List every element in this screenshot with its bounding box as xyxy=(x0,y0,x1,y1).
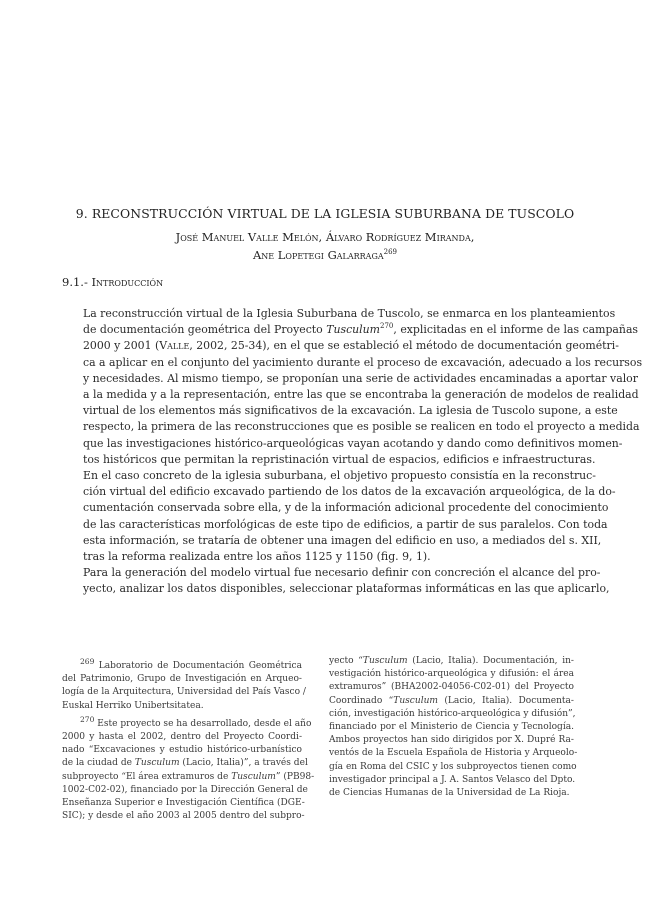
text-span: vestigación histórico-arqueológica y difusión: el área xyxy=(329,669,574,680)
author-line-2 xyxy=(60,246,590,264)
text-span: tos históricos que permitan la repristinación virtual de espacios, edificios e infraestructuras. xyxy=(83,452,596,466)
author-block xyxy=(60,228,590,264)
text-span: ción, investigación histórico-arqueológica y difusión”, xyxy=(329,708,576,719)
text-span: de las características morfológicas de este tipo de edificios, a partir de sus paralelos. Con toda xyxy=(83,517,608,531)
text-span: 1002-C02-02), financiado por la Dirección General de xyxy=(62,784,308,795)
text-line xyxy=(62,306,616,322)
text-span: La reconstrucción virtual de la Iglesia Suburbana de Tuscolo, se enmarca en los planteamientos xyxy=(83,307,616,320)
footnote-column-left xyxy=(62,655,315,823)
text-span: respecto, la primera de las reconstrucciones que es posible se realicen en todo el proyecto a medida xyxy=(83,420,640,434)
text-line xyxy=(62,403,618,419)
text-span: logía de la Arquitectura, Universidad del País Vasco / xyxy=(62,687,306,698)
footnote-270-line xyxy=(329,787,574,800)
footnote-ref-270[interactable]: 270 xyxy=(380,322,394,331)
text-span: de Ciencias Humanas de la Universidad de La Rioja. xyxy=(329,788,570,799)
text-span: esta información, se trataría de obtener una imagen del edificio en uso, a mediados del s. XII, xyxy=(83,533,602,547)
text-span: Coordinado “ xyxy=(329,695,394,706)
text-line xyxy=(62,533,602,549)
text-span: (Lacio, Italia)”, a través del xyxy=(179,758,308,769)
footnote-270-line xyxy=(329,761,577,774)
footnote-270-line xyxy=(329,695,574,708)
section-number: 9.1.- xyxy=(62,275,88,289)
footnote-270-line xyxy=(329,708,574,721)
text-line xyxy=(62,355,643,371)
paragraph-2 xyxy=(62,468,616,565)
text-span: (Lacio, Italia). Documenta- xyxy=(438,695,574,706)
footnote-270-line xyxy=(62,744,302,757)
text-span: virtual de los elementos más significativos de la excavación. La iglesia de Tuscolo supone, a este xyxy=(83,404,618,418)
footnote-269-line xyxy=(62,686,306,699)
text-line xyxy=(62,517,608,533)
footnote-270-line xyxy=(62,757,308,770)
text-line xyxy=(62,436,623,452)
chapter-title: 9. RECONSTRUCCIÓN VIRTUAL DE LA IGLESIA SUBURBANA DE TUSCOLO xyxy=(75,206,575,221)
text-span: Este proyecto se ha desarrollado, desde el año xyxy=(97,718,312,729)
footnote-number-270: 270 xyxy=(80,714,95,724)
text-span: 2000 y 2001 ( xyxy=(83,339,160,353)
italic-term: Tusculum xyxy=(134,758,180,769)
text-span: (Lacio, Italia). Documentación, in- xyxy=(407,656,574,666)
text-span: de documentación geométrica del Proyecto xyxy=(83,323,327,337)
footnote-270-line xyxy=(62,771,315,784)
footnote-269-line xyxy=(62,700,302,713)
text-span: SIC); y desde el año 2003 al 2005 dentro del subpro- xyxy=(62,811,305,822)
text-line xyxy=(62,500,609,516)
paragraph-1 xyxy=(62,306,643,468)
text-span: yecto “ xyxy=(329,656,363,666)
text-line xyxy=(62,452,596,468)
footnote-number-269: 269 xyxy=(80,657,95,666)
text-span: a la medida y a la representación, entre las que se encontraba la generación de modelos de realidad xyxy=(83,388,639,402)
text-span: cumentación conservada sobre ella, y de la información adicional procedente del conocimiento xyxy=(83,501,609,515)
text-span: ca a aplicar en el conjunto del yacimiento durante el proceso de excavación, adecuado a los recursos xyxy=(83,355,643,369)
text-span: , 2002, 25-34), en el que se estableció el método de documentación geométri- xyxy=(189,339,619,353)
text-line xyxy=(62,484,616,500)
citation-author: Valle xyxy=(159,339,190,353)
text-span: gía en Roma del CSIC y los subproyectos tienen como xyxy=(329,761,577,772)
italic-term: Tusculum xyxy=(231,771,276,782)
footnote-270-line xyxy=(329,774,574,787)
text-line xyxy=(62,468,596,484)
text-span: ventós de la Escuela Española de Historia y Arqueolo- xyxy=(329,748,578,759)
italic-term: Tusculum xyxy=(326,323,381,337)
text-span: subproyecto “El área extramuros de xyxy=(62,771,232,782)
footnote-270-line xyxy=(329,655,574,668)
footnote-ref-269[interactable]: 269 xyxy=(383,248,398,256)
text-span: y necesidades. Al mismo tiempo, se proponían una serie de actividades encaminadas a aportar valor xyxy=(83,371,638,385)
text-span: Para la generación del modelo virtual fue necesario definir con concreción el alcance del pro- xyxy=(83,566,601,580)
text-span: En el caso concreto de la iglesia suburbana, el objetivo propuesto consistía en la reconstruc- xyxy=(83,469,596,483)
text-span: extramuros” (BHA2002-04056-C02-01) del Proyecto xyxy=(329,682,574,693)
text-span: yecto, analizar los datos disponibles, seleccionar plataformas informáticas en las que aplicarlo, xyxy=(83,582,610,596)
text-span: del Patrimonio, Grupo de Investigación en Arqueo- xyxy=(62,674,302,685)
footnote-column-right xyxy=(329,655,578,800)
text-span: Laboratorio de Documentación Geométrica xyxy=(98,661,302,672)
text-line xyxy=(62,371,638,387)
text-line xyxy=(62,322,639,338)
section-heading xyxy=(62,275,163,289)
footnote-269-line xyxy=(62,655,302,673)
author-line-2-text: Ane Lopetegi Galarraga xyxy=(252,248,384,262)
text-line xyxy=(62,338,619,354)
footnote-270-line xyxy=(62,731,302,744)
footnote-270-line xyxy=(62,784,308,797)
footnote-270-line xyxy=(329,681,574,694)
section-title: Introducción xyxy=(91,275,164,289)
author-line-1: José Manuel Valle Melón, Álvaro Rodríguez Miranda, xyxy=(175,230,475,244)
text-span: ” (PB98- xyxy=(275,771,315,782)
footnote-270-line xyxy=(62,810,305,823)
body-text xyxy=(62,306,643,598)
footnote-270-line xyxy=(329,668,574,681)
text-span: Ambos proyectos han sido dirigidos por X. Dupré Ra- xyxy=(329,735,574,746)
footnote-270-line xyxy=(329,721,574,734)
italic-term: Tusculum xyxy=(362,656,408,666)
text-span: Euskal Herriko Unibertsitatea. xyxy=(62,700,204,711)
text-span: investigador principal a J. A. Santos Velasco del Dpto. xyxy=(329,774,576,785)
text-span: ción virtual del edificio excavado partiendo de los datos de la excavación arqueológica, de la do- xyxy=(83,485,616,499)
text-span: , explicitadas en el informe de las campañas xyxy=(393,323,639,337)
text-line xyxy=(62,419,640,435)
footnote-270-line xyxy=(329,734,574,747)
text-line xyxy=(62,581,610,597)
footnote-269-line xyxy=(62,673,302,686)
text-span: nado “Excavaciones y estudio histórico-urbanístico xyxy=(62,745,302,756)
text-span: financiado por el Ministerio de Ciencia y Tecnología. xyxy=(329,722,574,733)
text-span: 2000 y hasta el 2002, dentro del Proyecto Coordi- xyxy=(62,732,302,743)
text-span: Enseñanza Superior e Investigación Científica (DGE- xyxy=(62,798,305,809)
paragraph-3 xyxy=(62,565,610,597)
text-span: que las investigaciones histórico-arqueológicas vayan acotando y dando como definitivos momen- xyxy=(83,436,623,450)
italic-term: Tusculum xyxy=(393,695,438,706)
footnote-270-line xyxy=(329,747,578,760)
text-span: tras la reforma realizada entre los años 1125 y 1150 (fig. 9, 1). xyxy=(83,550,431,564)
footnote-270-line xyxy=(62,713,312,731)
text-span: de la ciudad de xyxy=(62,758,135,769)
text-line xyxy=(62,565,601,581)
footnote-270-line xyxy=(62,797,305,810)
text-line xyxy=(62,387,639,403)
text-line xyxy=(62,549,591,565)
